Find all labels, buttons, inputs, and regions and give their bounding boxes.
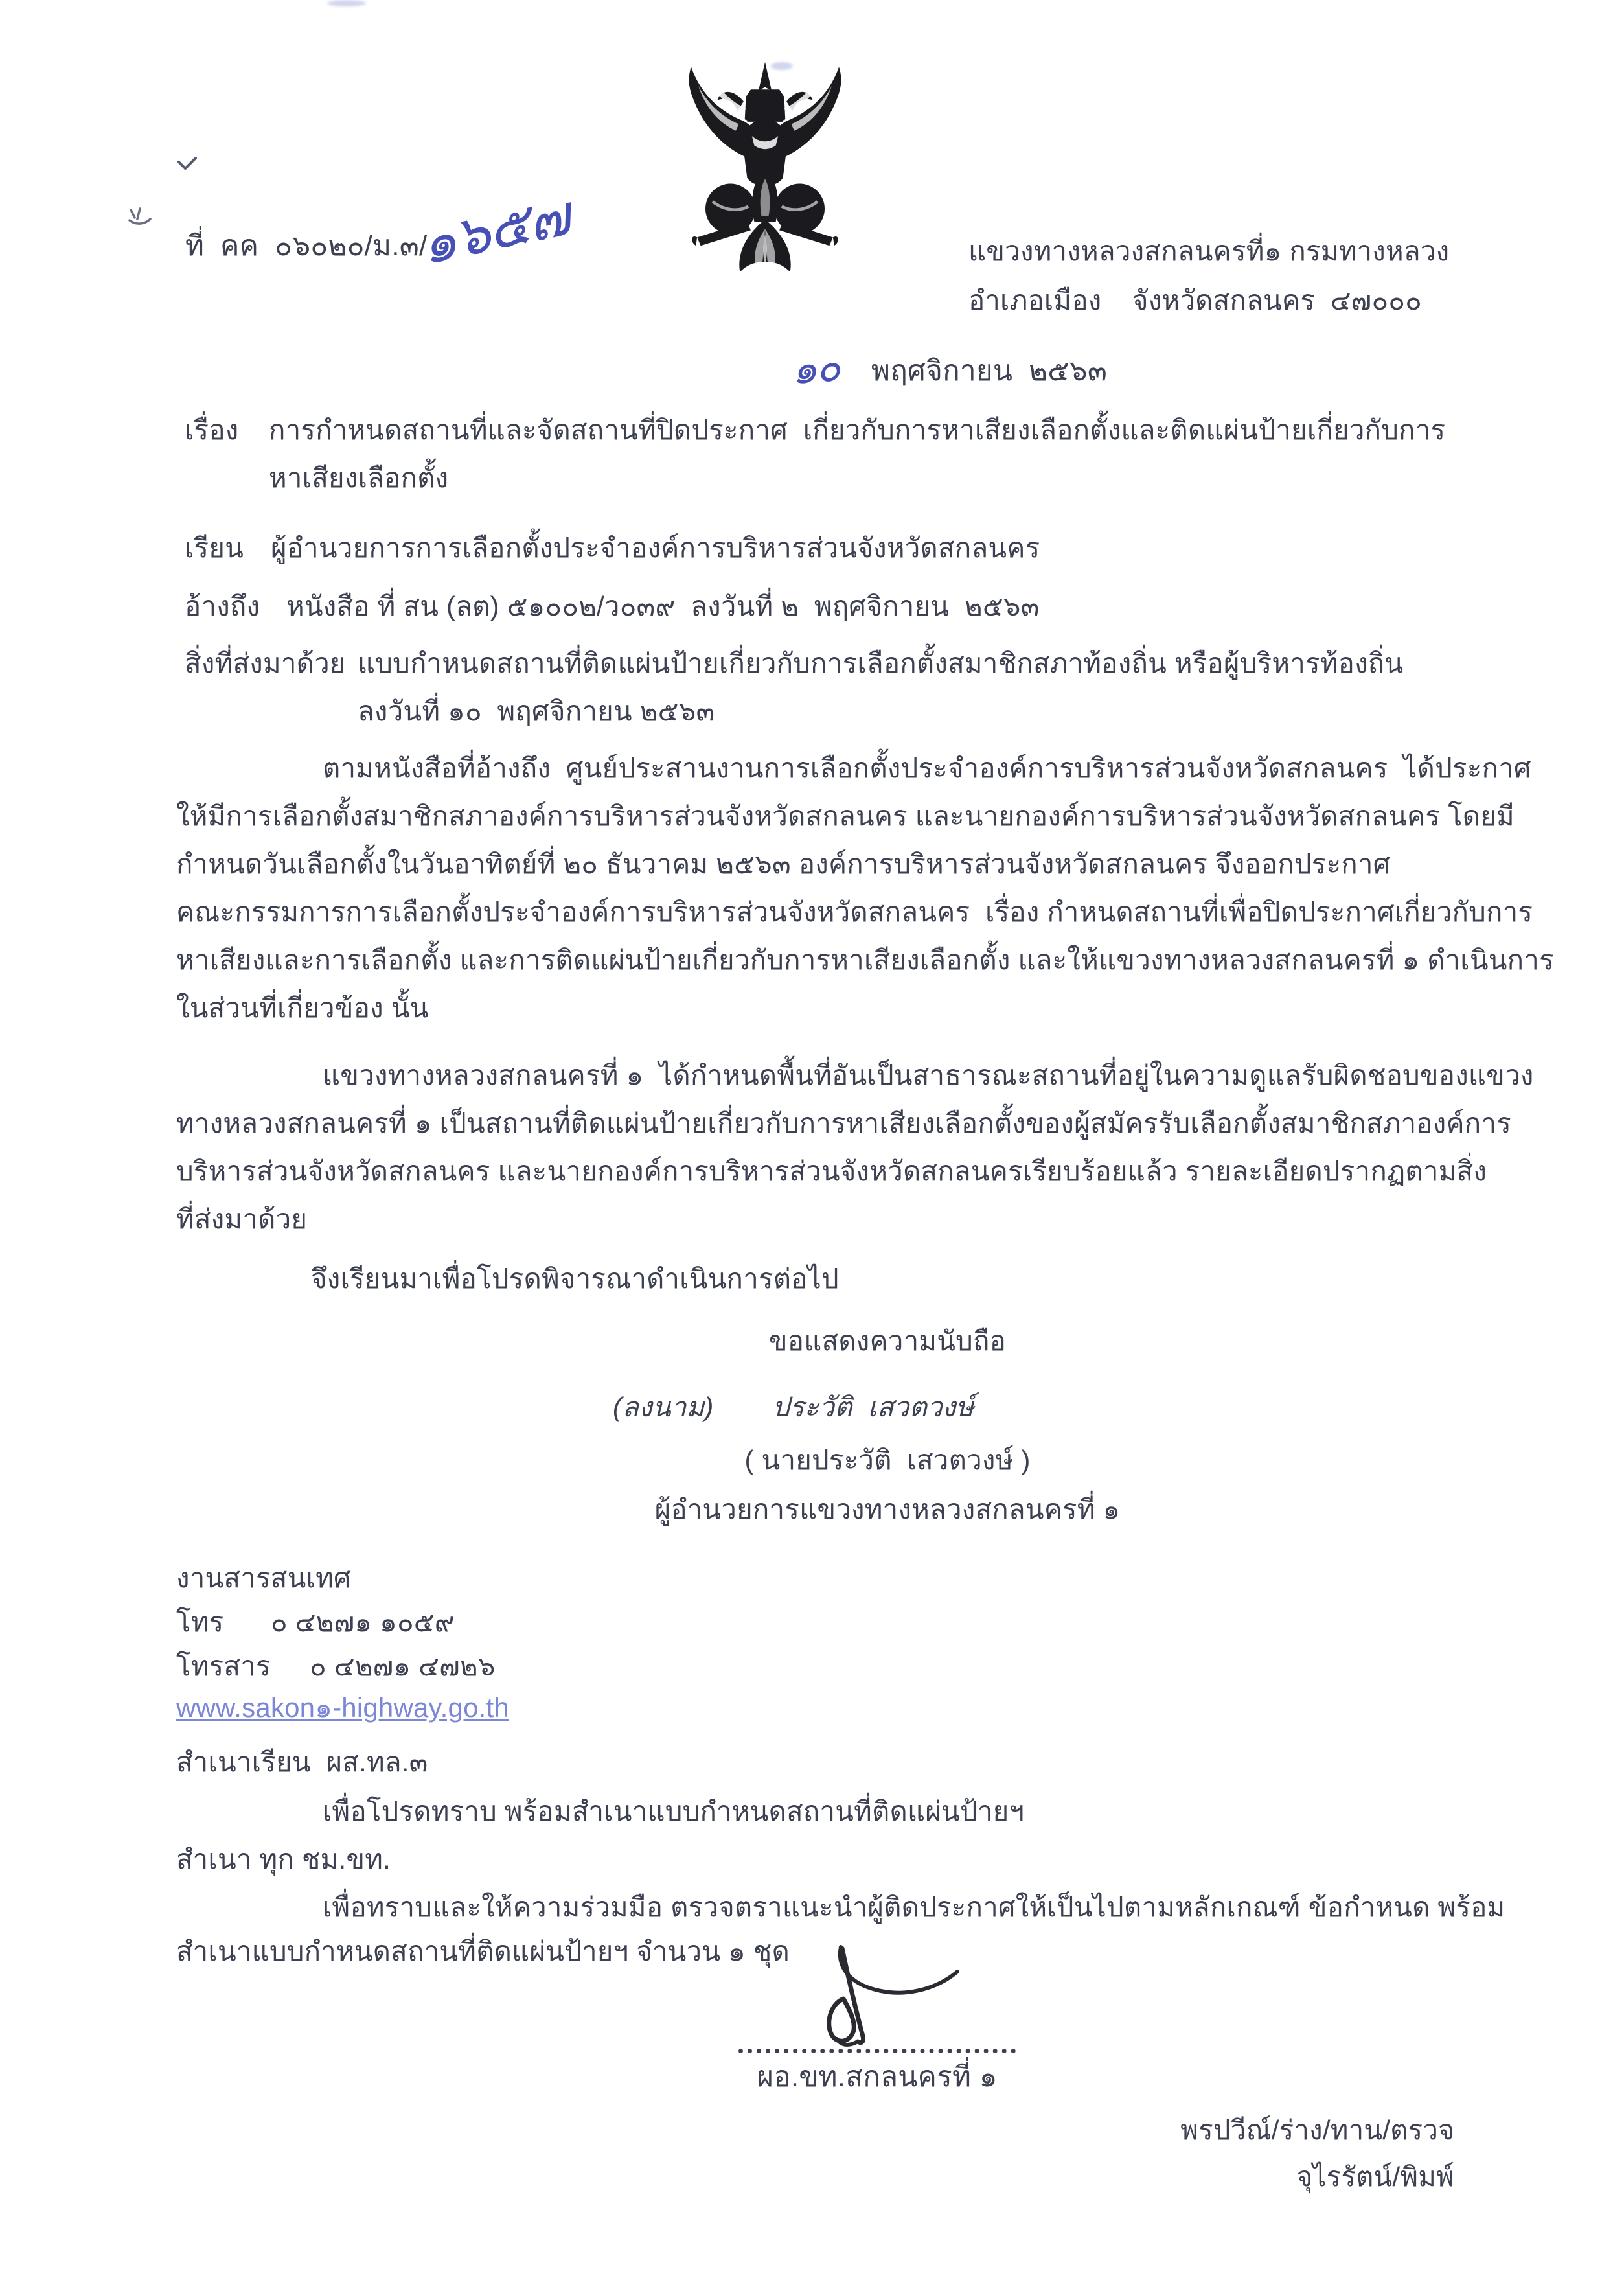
footer-fax-value: ๐ ๔๒๗๑ ๔๗๒๖ (310, 1651, 496, 1681)
doc-number: ที่ คค ๐๖๐๒๐/ม.๓/ (185, 230, 428, 262)
subject-text-line2: หาเสียงเลือกตั้ง (269, 463, 449, 493)
body-line: ให้มีการเลือกตั้งสมาชิกสภาองค์การบริหารส่วนจังหวัดสกลนคร และนายกองค์การบริหารส่วนจังหวัดสกลนคร โดยมี (176, 801, 1515, 831)
reference-label: อ้างถึง (185, 591, 260, 621)
signer-name-parens: ( นายประวัติ เสวตวงษ์ ) (744, 1445, 1031, 1475)
copy-note-line1: เพื่อทราบและให้ความร่วมมือ ตรวจตราแนะนำผู้ติดประกาศให้เป็นไปตามหลักเกณฑ์ ข้อกำหนด พร้อม (323, 1892, 1505, 1922)
subject-text-line1: การกำหนดสถานที่และจัดสถานที่ปิดประกาศ เกี่ยวกับการหาเสียงเลือกตั้งและติดแผ่นป้ายเกี่ยวกับการ (269, 415, 1446, 445)
signature-dotted-line (738, 2021, 1016, 2053)
signer-position: ผู้อำนวยการแขวงทางหลวงสกลนครที่ ๑ (654, 1494, 1121, 1524)
footer-tel-value: ๐ ๔๒๗๑ ๑๐๕๙ (271, 1607, 455, 1637)
org-address-line: อำเภอเมือง จังหวัดสกลนคร ๔๗๐๐๐ (968, 285, 1422, 316)
to-label: เรียน (185, 533, 244, 563)
date-day-handwritten: ๑๐ (790, 345, 841, 393)
approver-title: ผอ.ขท.สกลนครที่ ๑ (757, 2061, 998, 2093)
to-text: ผู้อำนวยการการเลือกตั้งประจำองค์การบริหารส่วนจังหวัดสกลนคร (271, 533, 1040, 563)
doc-number-handwritten: ๑๖๕๗ (415, 185, 575, 277)
body-line: คณะกรรมการการเลือกตั้งประจำองค์การบริหารส่วนจังหวัดสกลนคร เรื่อง กำหนดสถานที่เพื่อปิดประกาศเกี่ยวกับการ (176, 897, 1533, 927)
garuda-emblem-icon (676, 57, 854, 289)
copy-note-line2: สำเนาแบบกำหนดสถานที่ติดแผ่นป้ายฯ จำนวน ๑ ชุด (176, 1936, 790, 1966)
date-text: พฤศจิกายน ๒๕๖๓ (871, 355, 1108, 387)
body-line: แขวงทางหลวงสกลนครที่ ๑ ได้กำหนดพื้นที่อันเป็นสาธารณะสถานที่อยู่ในความดูแลรับผิดชอบของแขวง (323, 1060, 1534, 1090)
body-line: บริหารส่วนจังหวัดสกลนคร และนายกองค์การบริหารส่วนจังหวัดสกลนครเรียบร้อยแล้ว รายละเอียดปรากฏตามสิ่ง (176, 1156, 1487, 1186)
signed-label: (ลงนาม) (613, 1392, 714, 1422)
body-line: ทางหลวงสกลนครที่ ๑ เป็นสถานที่ติดแผ่นป้ายเกี่ยวกับการหาเสียงเลือกตั้งของผู้สมัครรับเลือกตั้งสมาชิกสภาองค์การ (176, 1108, 1511, 1138)
enclosure-text-line1: แบบกำหนดสถานที่ติดแผ่นป้ายเกี่ยวกับการเลือกตั้งสมาชิกสภาท้องถิ่น หรือผู้บริหารท้องถิ่น (358, 648, 1404, 678)
body-line: กำหนดวันเลือกตั้งในวันอาทิตย์ที่ ๒๐ ธันวาคม ๒๕๖๓ องค์การบริหารส่วนจังหวัดสกลนคร จึงออกประกาศ (176, 849, 1391, 879)
footer-fax-label: โทรสาร (176, 1651, 271, 1681)
footer-tel-label: โทร (176, 1607, 224, 1637)
website-link[interactable]: www.sakon๑-highway.go.th (176, 1692, 509, 1723)
copy-line: สำเนา ทุก ชม.ขท. (176, 1844, 391, 1874)
footer-dept: งานสารสนเทศ (176, 1563, 351, 1593)
closing-line: จึงเรียนมาเพื่อโปรดพิจารณาดำเนินการต่อไป (311, 1263, 839, 1294)
cc-note: เพื่อโปรดทราบ พร้อมสำเนาแบบกำหนดสถานที่ติดแผ่นป้ายฯ (323, 1796, 1025, 1826)
pen-mark (127, 206, 153, 228)
body-line: ที่ส่งมาด้วย (176, 1204, 308, 1234)
pen-mark (176, 155, 198, 175)
salutation: ขอแสดงความนับถือ (768, 1326, 1007, 1356)
drafter-line: พรปวีณ์/ร่าง/ทาน/ตรวจ (1180, 2115, 1454, 2145)
org-name-line: แขวงทางหลวงสกลนครที่๑ กรมทางหลวง (968, 236, 1450, 266)
signed-name: ประวัติ เสวตวงษ์ (772, 1392, 974, 1422)
cc-line: สำเนาเรียน ผส.ทล.๓ (176, 1747, 428, 1777)
body-line: หาเสียงและการเลือกตั้ง และการติดแผ่นป้ายเกี่ยวกับการหาเสียงเลือกตั้ง และให้แขวงทางหลวงสกลนครที่ ๑ ดำเนินการ (176, 945, 1554, 975)
typist-line: จุไรรัตน์/พิมพ์ (1296, 2161, 1454, 2192)
reference-text: หนังสือ ที่ สน (ลต) ๕๑๐๐๒/ว๐๓๙ ลงวันที่ ๒ พฤศจิกายน ๒๕๖๓ (286, 591, 1040, 621)
enclosure-label: สิ่งที่ส่งมาด้วย (185, 648, 346, 678)
body-line: ในส่วนที่เกี่ยวข้อง นั้น (176, 993, 429, 1023)
enclosure-text-line2: ลงวันที่ ๑๐ พฤศจิกายน ๒๕๖๓ (358, 696, 715, 726)
body-line: ตามหนังสือที่อ้างถึง ศูนย์ประสานงานการเลือกตั้งประจำองค์การบริหารส่วนจังหวัดสกลนคร ได้ประกาศ (323, 753, 1531, 783)
subject-label: เรื่อง (185, 415, 239, 445)
scan-smudge (327, 0, 366, 6)
